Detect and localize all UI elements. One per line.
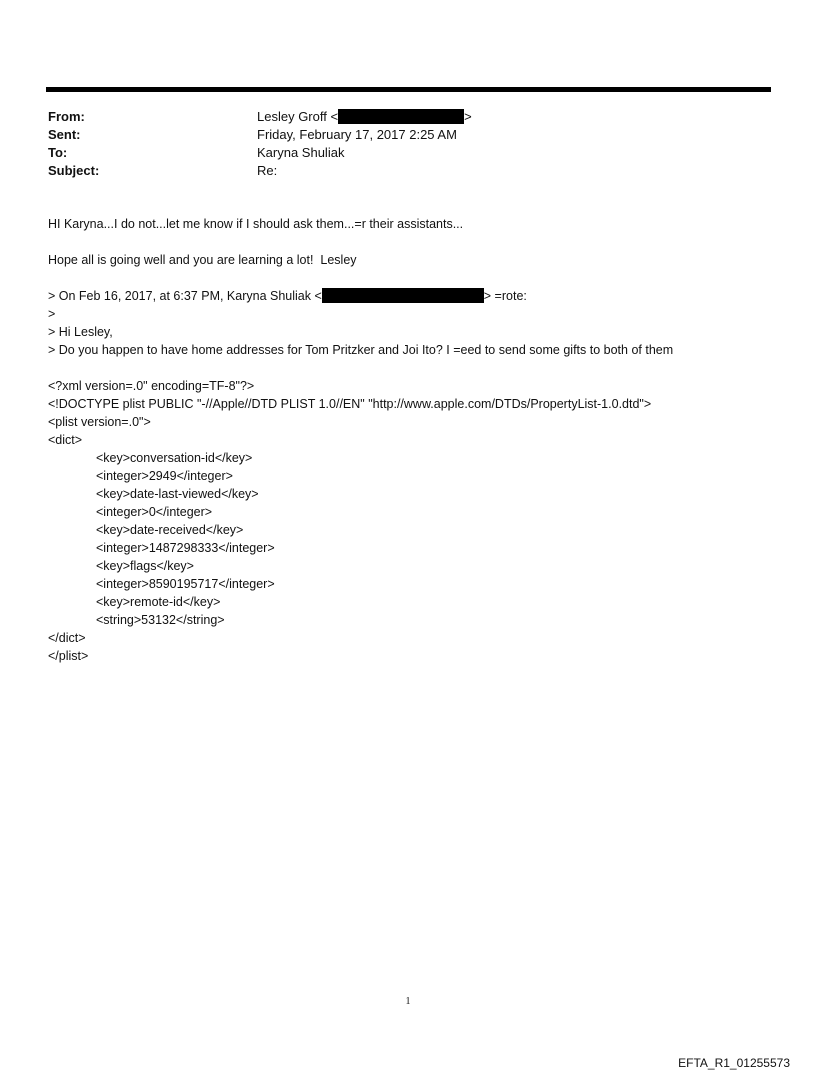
from-value: [257, 108, 472, 126]
xml-line-9: <key>date-received</key>: [96, 523, 244, 537]
xml-line-5: <key>conversation-id</key>: [96, 451, 253, 465]
from-name: Lesley Groff <: [257, 109, 339, 124]
xml-line-2: <!DOCTYPE plist PUBLIC "-//Apple//DTD PLIST 1.0//EN" "http://www.apple.com/DTDs/PropertyList-1.0.dtd">: [48, 397, 652, 411]
to-value: Karyna Shuliak: [257, 145, 345, 160]
header-rule: [46, 87, 771, 92]
sent-label: Sent:: [48, 127, 81, 142]
subject-value: Re:: [257, 163, 278, 178]
xml-line-1: <?xml version=.0" encoding=TF-8"?>: [48, 379, 255, 393]
to-label: To:: [48, 145, 68, 160]
xml-line-8: <integer>0</integer>: [96, 505, 213, 519]
xml-line-6: <integer>2949</integer>: [96, 469, 233, 483]
quote-line-2: >: [48, 307, 56, 321]
xml-line-12: <integer>8590195717</integer>: [96, 577, 275, 591]
document-id: EFTA_R1_01255573: [678, 1056, 790, 1070]
redacted-email: [338, 109, 464, 124]
quote-line-1-tail: > =rote:: [483, 289, 527, 303]
quote-line-1-text: > On Feb 16, 2017, at 6:37 PM, Karyna Shuliak <: [48, 289, 322, 303]
quote-line-3: > Hi Lesley,: [48, 325, 113, 339]
xml-line-7: <key>date-last-viewed</key>: [96, 487, 259, 501]
redacted-email: [322, 288, 484, 303]
subject-label: Subject:: [48, 163, 100, 178]
xml-line-13: <key>remote-id</key>: [96, 595, 221, 609]
xml-line-11: <key>flags</key>: [96, 559, 194, 573]
xml-line-3: <plist version=.0">: [48, 415, 151, 429]
from-bracket: >: [464, 109, 472, 124]
from-label: From:: [48, 109, 85, 124]
quote-line-1: [48, 288, 527, 305]
body-line-2: Hope all is going well and you are learning a lot! Lesley: [48, 253, 357, 267]
quote-line-4: > Do you happen to have home addresses for Tom Pritzker and Joi Ito? I =eed to send some gifts to both of them: [48, 343, 674, 357]
page-number: 1: [405, 996, 411, 1007]
xml-line-4: <dict>: [48, 433, 83, 447]
xml-line-10: <integer>1487298333</integer>: [96, 541, 275, 555]
sent-value: Friday, February 17, 2017 2:25 AM: [257, 127, 457, 142]
body-line-1: HI Karyna...I do not...let me know if I should ask them...=r their assistants...: [48, 217, 464, 231]
xml-line-14: <string>53132</string>: [96, 613, 225, 627]
xml-line-15: </dict>: [48, 631, 86, 645]
xml-line-16: </plist>: [48, 649, 89, 663]
